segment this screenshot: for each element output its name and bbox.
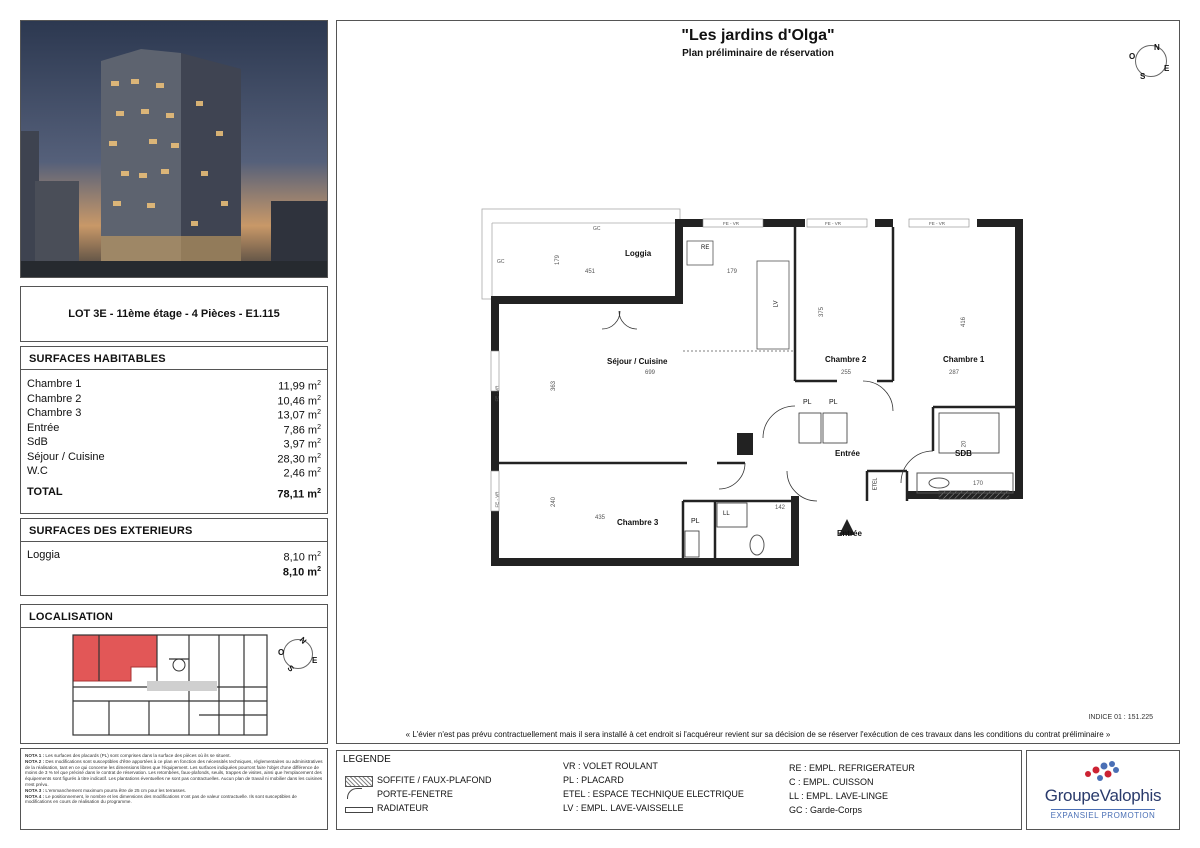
room-loggia: Loggia [625,249,652,258]
legend-radiateur: RADIATEUR [377,803,429,813]
mark-pl3: PL [691,518,700,525]
mark-re: RE [701,245,710,251]
floor-location-map [69,629,319,741]
legend-c: C : EMPL. CUISSON [789,777,874,787]
surface-total-row: TOTAL 78,11 $m^2$ [27,485,321,501]
dim-699: 699 [645,370,656,376]
mark-pl2: PL [829,399,838,406]
legend-gc: GC : Garde-Corps [789,805,863,815]
surface-row: SdB 3,97 $m^2$ [27,436,321,451]
surfaces-title: SURFACES HABITABLES [21,347,327,370]
legend-re: RE : EMPL. REFRIGERATEUR [789,763,915,773]
porte-fenetre-icon [347,788,362,799]
surface-row: W.C 2,46 $m^2$ [27,465,321,480]
surface-row: Chambre 1 11,99 $m^2$ [27,378,321,393]
legend-etel: ETEL : ESPACE TECHNIQUE ELECTRIQUE [563,789,744,799]
lot-info [20,286,328,342]
legend-vr: VR : VOLET ROULANT [563,761,658,771]
radiateur-icon [345,807,373,813]
plan-indice: INDICE 01 : 151.225 [1088,714,1153,721]
floor-plan-panel [336,20,1180,744]
soffite-swatch-icon [345,776,373,787]
mark-pl1: PL [803,399,812,406]
legend-title: LEGENDE [343,754,391,765]
dim-255: 255 [841,370,852,376]
exterieurs-title: SURFACES DES EXTERIEURS [21,519,327,542]
room-entree: Entrée [835,449,860,458]
dim-179b: 179 [727,269,738,275]
dim-287: 287 [949,370,960,376]
surfaces-habitables-panel [20,346,328,514]
localisation-compass-icon: N O E S [278,635,318,674]
dim-20: 20 [961,440,968,448]
room-sejour: Séjour / Cuisine [607,357,668,366]
dim-363: 363 [551,380,558,392]
surface-row: Chambre 3 13,07 $m^2$ [27,407,321,422]
localisation-title: LOCALISATION [21,605,327,628]
valophis-logo-icon [1080,760,1126,784]
surfaces-exterieurs-panel [20,518,328,596]
localisation-panel [20,604,328,744]
mark-etel: ETEL [872,477,879,491]
surface-row: Chambre 2 10,46 $m^2$ [27,392,321,408]
lot-label: LOT 3E - 11ème étage - 4 Pièces - E1.115 [68,308,280,320]
logo-name: GroupeValophis [1044,786,1162,805]
plan-title: "Les jardins d'Olga" [681,27,835,44]
dim-451: 451 [585,269,596,275]
room-chambre1: Chambre 1 [943,355,985,364]
dim-416: 416 [961,316,968,328]
legend-ll: LL : EMPL. LAVE-LINGE [789,791,889,801]
notes-panel: NOTA 1 : Les surfaces des placards (PL) sont comprises dans la surface des pièces où ils se situent. NOTA 2 : Des modifications sont susceptibles d'être apportées à ce plan en fonction des nécessités techniques, réglementaires ou administratives de la réalisation, tant en ce qui concerne les dimensions libres que l'équipement. Les surfaces indiquées pourront faire l'objet d'une différence de moins de 3 % tel que précisé dans le contrat de réservation. Les retombées, faux-plafonds, seuils, trappes de visites, ainsi que l'emplacement des équipements sont figurés à titre indicatif. Les plantations éventuelles ne sont pas contractuelles. Aucun plan de travail ni mobilier dans les cuisines n'est prévu. NOTA 3 : L'emmanchement maximum pourra être de 25 cm pour les terrasses. NOTA 4 : Le positionnement, le nombre et les dimensions des modifications n'ont pas de valeur contractuelle. Ils sont susceptibles de modifications en cours de réalisation du programme. [20,748,328,830]
room-chambre3: Chambre 3 [617,518,659,527]
compass-icon: N O E S [1129,43,1170,81]
building-photo [20,20,328,278]
entry-label: Entrée [837,529,862,538]
logo-panel [1026,750,1180,830]
building-render-image [21,21,327,277]
plan-subtitle: Plan préliminaire de réservation [682,48,834,59]
surface-row: Séjour / Cuisine 28,30 $m^2$ [27,450,321,466]
exterieur-total-row: 8,10 $m^2$ [282,565,321,579]
exterieur-row: Loggia 8,10 $m^2$ [27,549,321,564]
dim-240: 240 [551,496,558,508]
mark-fevr1: FE - VR [494,385,500,402]
legend-porte: PORTE-FENETRE [377,789,453,799]
mark-gc2: GC [497,259,505,265]
mark-ll: LL [723,511,730,517]
dim-170: 170 [973,481,984,487]
surface-row: Entrée 7,86 $m^2$ [27,421,321,437]
mark-gc1: GC [593,226,601,232]
mark-fevr5: FE - VR [929,221,946,226]
dim-142: 142 [775,505,786,511]
legend-panel [336,750,1022,830]
room-chambre2: Chambre 2 [825,355,867,364]
mark-fevr2: FE - VR [494,491,500,508]
dim-435: 435 [595,515,606,521]
mark-fevr3: FE - VR [723,221,740,226]
legend-pl: PL : PLACARD [563,775,624,785]
room-sdb: SDB [955,449,972,458]
dim-179a: 179 [555,254,562,266]
legend-lv: LV : EMPL. LAVE-VAISSELLE [563,803,684,813]
dim-375: 375 [819,306,826,318]
mark-lv: LV [773,300,780,308]
plan-disclaimer: « L'évier n'est pas prévu contractuellement mais il sera installé à cet endroit si l'acquéreur revient sur sa décision de se réserver l'exécution de ces travaux dans les conditions du contrat préliminaire » [405,730,1111,739]
mark-fevr4: FE - VR [825,221,842,226]
logo-sub: EXPANSIEL PROMOTION [1050,811,1156,820]
legend-soffite: SOFFITE / FAUX-PLAFOND [377,775,492,785]
